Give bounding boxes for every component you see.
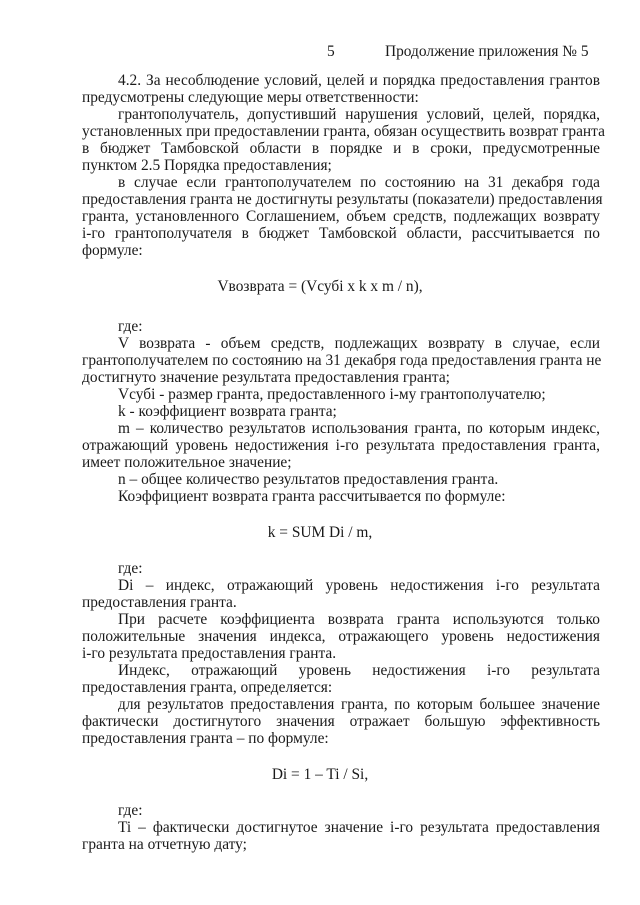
text-line: Vсубi - размер гранта, предоставленного i-му грантополучателю; bbox=[118, 386, 546, 403]
text-line: достигнуто значение результата предоставления гранта; bbox=[82, 369, 450, 386]
text-line: где: bbox=[118, 560, 143, 577]
text-line: i-го грантополучателя в бюджет Тамбовской области, рассчитывается по bbox=[82, 225, 600, 242]
text-line: формуле: bbox=[82, 242, 143, 259]
text-line: предоставления гранта не достигнуты результаты (показатели) предоставления bbox=[82, 191, 603, 208]
text-line: в бюджет Тамбовской области в порядке и в сроки, предусмотренные bbox=[82, 140, 600, 157]
text-line: положительные значения индекса, отражающего уровень недостижения bbox=[82, 628, 600, 645]
text-line: предоставления гранта, определяется: bbox=[82, 679, 333, 696]
text-line: n – общее количество результатов предоставления гранта. bbox=[118, 471, 499, 488]
appendix-heading: Продолжение приложения № 5 bbox=[385, 43, 589, 60]
formula-index: Di = 1 – Ti / Si, bbox=[271, 766, 369, 783]
text-line: Индекс, отражающий уровень недостижения i-го результата bbox=[118, 662, 600, 679]
text-line: 4.2. За несоблюдение условий, целей и порядка предоставления грантов bbox=[118, 72, 600, 89]
text-line: имеет положительное значение; bbox=[82, 454, 292, 471]
formula-return-volume: Vвозврата = (Vсубi x k x m / n), bbox=[217, 278, 423, 295]
text-line: m – количество результатов использования гранта, по которым индекс, bbox=[118, 420, 600, 437]
text-line: отражающий уровень недостижения i-го результата предоставления гранта, bbox=[82, 437, 600, 454]
text-line: Ti – фактически достигнутое значение i-го результата предоставления bbox=[118, 819, 600, 836]
text-line: для результатов предоставления гранта, по которым большее значение bbox=[118, 696, 600, 713]
text-line: предоставления гранта – по формуле: bbox=[82, 730, 329, 747]
text-line: предусмотрены следующие меры ответственности: bbox=[82, 89, 419, 106]
text-line: грантополучатель, допустивший нарушения условий, целей, порядка, bbox=[118, 106, 600, 123]
text-line: гранта, установленного Соглашением, объем средств, подлежащих возврату bbox=[82, 208, 600, 225]
text-line: i-го результата предоставления гранта. bbox=[82, 645, 337, 662]
text-line: Di – индекс, отражающий уровень недостижения i-го результата bbox=[118, 577, 600, 594]
text-line: При расчете коэффициента возврата гранта используются только bbox=[118, 611, 600, 628]
text-line: предоставления гранта. bbox=[82, 594, 237, 611]
text-line: установленных при предоставлении гранта, обязан осуществить возврат гранта bbox=[82, 123, 605, 140]
text-line: V возврата - объем средств, подлежащих возврату в случае, если bbox=[118, 335, 600, 352]
text-line: фактически достигнутого значения отражает большую эффективность bbox=[82, 713, 600, 730]
page-number: 5 bbox=[327, 43, 335, 60]
text-line: пунктом 2.5 Порядка предоставления; bbox=[82, 157, 332, 174]
text-line: в случае если грантополучателем по состоянию на 31 декабря года bbox=[118, 174, 600, 191]
text-line: где: bbox=[118, 318, 143, 335]
formula-coefficient: k = SUM Di / m, bbox=[267, 524, 373, 541]
text-line: грантополучателем по состоянию на 31 декабря года предоставления гранта не bbox=[82, 352, 602, 369]
text-line: Коэффициент возврата гранта рассчитывается по формуле: bbox=[118, 488, 506, 505]
text-line: гранта на отчетную дату; bbox=[82, 836, 247, 853]
text-line: где: bbox=[118, 802, 143, 819]
text-line: k - коэффициент возврата гранта; bbox=[118, 403, 337, 420]
